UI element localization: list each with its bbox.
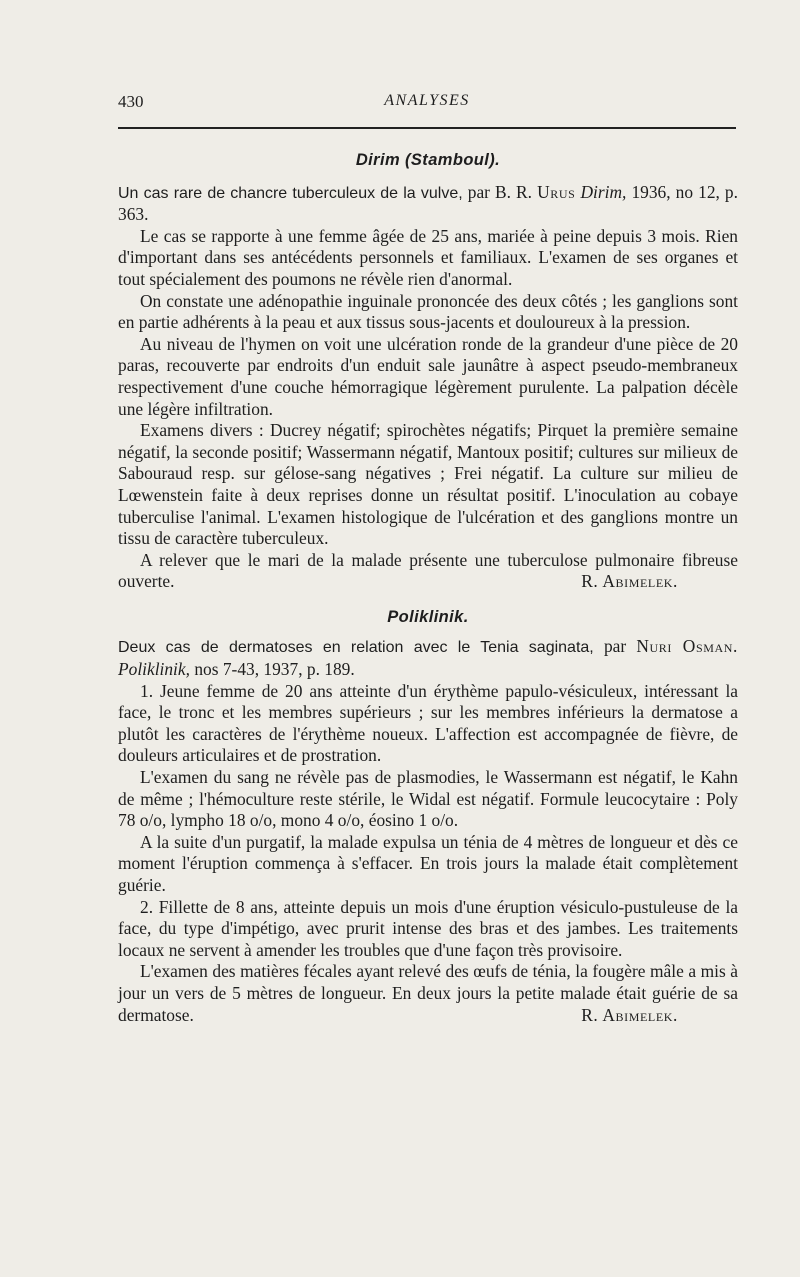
article-ref-details: nos 7-43, 1937, p. 189. bbox=[194, 659, 355, 680]
paragraph: L'examen du sang ne révèle pas de plasmodies, le Wassermann est négatif, le Kahn de même ; l'hémoculture reste stérile, le Widal est négatif. Formule leucocytaire : Poly 78 o/o, lympho 18 o/o, mono 4 o/o, éosino 1 o/o. bbox=[118, 767, 738, 831]
article-author: Nuri Osman. bbox=[636, 636, 738, 657]
paragraph: A la suite d'un purgatif, la malade expulsa un ténia de 4 mètres de longueur et dès ce moment l'éruption commença à s'effacer. En trois jours la malade était complètement guérie. bbox=[118, 831, 738, 895]
article-journal-ref: Poliklinik, bbox=[118, 659, 190, 680]
signature: R. Abimelek. bbox=[581, 571, 678, 592]
paragraph: Examens divers : Ducrey négatif; spirochètes négatifs; Pirquet la première semaine négatif, la seconde positif; Wassermann négatif, Mantoux positif; cultures sur milieux de Sabouraud resp. sur gélose-sang négatives ; Frei négatif. La culture sur milieu de Lœwenstein faite à deux reprises donne un résultat positif. L'inoculation au cobaye tuberculise l'animal. L'examen histologique de l'ulcération et des ganglions montre un tissu de caractère tuberculeux. bbox=[118, 420, 738, 549]
paragraph: On constate une adénopathie inguinale prononcée des deux côtés ; les ganglions sont en partie adhérents à la peau et aux tissus sous-jacents et douloureux à la pression. bbox=[118, 290, 738, 333]
paragraph: Au niveau de l'hymen on voit une ulcération ronde de la grandeur d'une pièce de 20 paras, recouverte par endroits d'un enduit sale jaunâtre à aspect pseudo-membraneux respectivement d'une couche hémorragique légèrement purulente. La palpation décèle une légère infiltration. bbox=[118, 333, 738, 419]
section-journal-title: Poliklinik. bbox=[387, 607, 469, 626]
article-author: Urus bbox=[537, 181, 576, 202]
article-reference bbox=[118, 636, 738, 680]
article-journal-ref: Dirim, bbox=[580, 181, 627, 202]
running-title: ANALYSES bbox=[384, 92, 470, 109]
paragraph-text: L'examen des matières fécales ayant relevé des œufs de ténia, la fougère mâle a mis à jour un vers de 5 mètres de longueur. En deux jours la petite malade était guérie de sa dermatose. bbox=[118, 961, 738, 1025]
article-reference bbox=[118, 182, 738, 226]
signature: R. Abimelek. bbox=[581, 1004, 678, 1025]
page-content bbox=[118, 144, 738, 1026]
paragraph: Le cas se rapporte à une femme âgée de 25 ans, mariée à peine depuis 3 mois. Rien d'important dans ses antécédents personnels et familiaux. L'examen de ses organes et tout spécialement des poumons ne révèle rien d'anormal. bbox=[118, 225, 738, 289]
article-title: Deux cas de dermatoses en relation avec le Tenia saginata, bbox=[118, 639, 594, 657]
paragraph: 1. Jeune femme de 20 ans atteinte d'un érythème papulo-vésiculeux, intéressant la face, le tronc et les membres supérieurs ; sur les membres inférieurs la dermatose a plutôt les caractères de l'érythème noueux. L'affection est accompagnée de fièvre, de douleurs articulaires et de prostration. bbox=[118, 680, 738, 766]
article-by: par B. R. bbox=[467, 181, 532, 202]
paragraph: 2. Fillette de 8 ans, atteinte depuis un mois d'une éruption vésiculo-pustuleuse de la face, du type d'impétigo, avec prurit intense des bras et des jambes. Les traitements locaux ne servent à amender les troubles que d'une façon très provisoire. bbox=[118, 896, 738, 960]
header-rule bbox=[118, 127, 736, 129]
article-ref-details: 1936, no 12, p. 363. bbox=[118, 181, 738, 225]
article-by: par bbox=[603, 636, 627, 657]
section-journal-title: Dirim (Stamboul). bbox=[355, 151, 501, 169]
paragraph-with-signature bbox=[118, 961, 738, 1026]
paragraph-text: A relever que le mari de la malade présente une tuberculose pulmonaire fibreuse ouverte. bbox=[118, 549, 738, 592]
article-title: Un cas rare de chancre tuberculeux de la vulve, bbox=[118, 184, 463, 202]
page-number: 430 bbox=[118, 92, 144, 111]
page-header bbox=[118, 92, 736, 116]
paragraph-with-signature bbox=[118, 550, 738, 593]
